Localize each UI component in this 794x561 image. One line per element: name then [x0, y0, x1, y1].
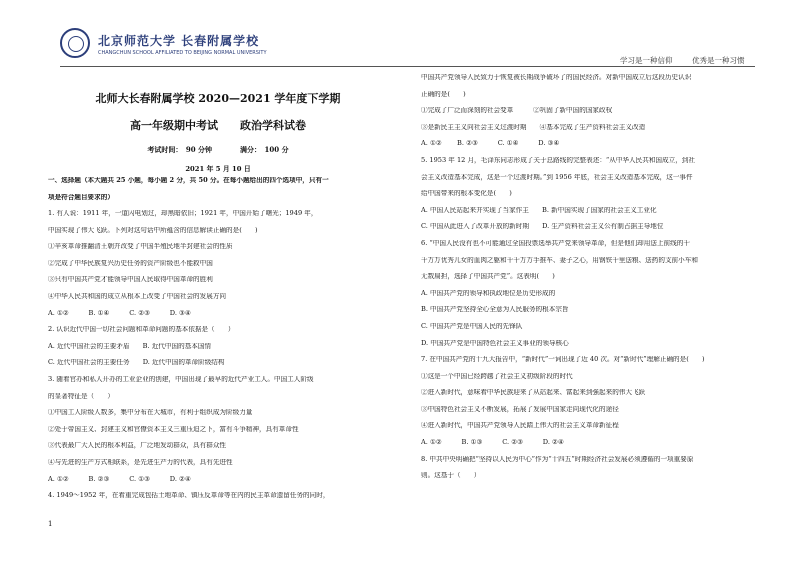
- text-line: D. 中国共产党是中国特色社会主义事业的领导核心: [421, 339, 569, 347]
- text-line: 会主义改造基本完成，这是一个过渡时期。”到 1956 年底，社会主义改造基本完成，这一事件: [421, 173, 693, 181]
- left-column: [48, 74, 388, 509]
- left-question-block: [48, 177, 388, 500]
- text-line: ②进入新时代，意味着中华民族迎来了从站起来、富起来到强起来的伟大飞跃: [421, 389, 646, 397]
- text-line: C. 中国共产党是中国人民的先锋队: [421, 322, 523, 330]
- text-line: ④进入新时代，中国共产党领导人民踏上伟大的社会主义革命新征程: [421, 422, 619, 430]
- page-header: [0, 0, 794, 64]
- text-line: 3. 随着官办和私人开办的工业企业的创建，中国出现了最早的近代产业工人。中国工人阶级: [48, 376, 314, 384]
- text-line: 无数扁担，选择了中国共产党”。这表明( ): [421, 273, 555, 281]
- text-line: 千万万优秀儿女的血肉之躯和千千万万手推车、妻子之心，用钢铁千里送粮、送药的支前小车和: [421, 256, 698, 264]
- exam-title: 北师大长春附属学校 2020—2021 学年度下学期: [95, 92, 341, 105]
- text-line: A. ①② B. ②③ C. ①④ D. ③④: [421, 140, 560, 148]
- text-line: ④与先进的生产方式相联系，是先进生产力的代表，具有先进性: [48, 459, 233, 467]
- motto-right: 优秀是一种习惯: [692, 56, 745, 65]
- text-line: ①完成了广泛而深刻的社会变革 ②巩固了新中国的国家政权: [421, 107, 613, 115]
- text-line: 中国共产党领导人民致力于恢复被长期战争破坏了的国民经济。对新中国成立后这段历史认识: [421, 74, 692, 81]
- text-line: ①这是一个中国已经跨越了社会主义初级阶段的时代: [421, 372, 573, 380]
- text-line: A. 中国人民站起来并实现了当家作主 B. 新中国实现了国家的社会主义工业化: [421, 206, 657, 214]
- text-line: ②处于帝国主义、封建主义和官僚资本主义三重压迫之下，富有斗争精神，具有革命性: [48, 425, 299, 433]
- exam-date: 2021 年 5 月 10 日: [185, 164, 251, 173]
- text-line: C. 中国从此进入了改革开放的新时期 D. 生产资料社会主义公有制占据主导地位: [421, 223, 664, 231]
- page-number: 1: [48, 520, 53, 528]
- text-line: 4. 1949～1952 年，在着重完成包括土地革命、镇压反革命等在内的民主革命遗留任务的同时，: [48, 492, 330, 500]
- text-line: 一、选择题（本大题共 25 小题，每小题 2 分，共 50 分。在每小题给出的四个选项中，只有一: [48, 176, 329, 184]
- text-line: ④中华人民共和国的成立从根本上改变了中国社会的发展方向: [48, 293, 227, 301]
- text-line: 6. “中国人民没有也不可能通过全国投票选举共产党来领导革命，但是他们却用送上前线的千: [421, 239, 690, 247]
- text-line: ①辛亥革命推翻清王朝并改变了中国半殖民地半封建社会的性质: [48, 243, 233, 251]
- text-line: B. 中国共产党坚持全心全意为人民服务的根本宗旨: [421, 306, 569, 314]
- exam-info: 考试时间： 90 分钟 满分： 100 分: [147, 146, 289, 155]
- text-line: 中国实现了伟大飞跃。下列对这句话中所蕴含的信息解读正确的是( ): [48, 226, 258, 234]
- right-column: [421, 74, 761, 489]
- text-line: A. ①② B. ①③ C. ②③ D. ②④: [421, 439, 564, 447]
- text-line: 正确的是( ): [421, 90, 466, 98]
- right-question-block: [421, 74, 761, 480]
- text-line: 的显著特征是（ ）: [48, 392, 114, 400]
- exam-subtitle: 高一年级期中考试 政治学科试卷: [130, 119, 306, 133]
- text-line: 给中国带来的根本变化是( ): [421, 190, 512, 198]
- school-brand-en: CHANGCHUN SCHOOL AFFILIATED TO BEIJING NORMAL UNIVERSITY: [98, 50, 267, 56]
- text-line: ③代表最广大人民的根本利益，广泛地发动群众，具有群众性: [48, 442, 227, 450]
- text-line: 1. 有人说：1911 年，一道闪电划过，却黑暗依旧；1921 年，中国开始了曙光；1949 年，: [48, 210, 318, 218]
- text-line: 5. 1953 年 12 月，毛泽东同志形成了关于总路线的完整表述：“从中华人民共和国成立，到社: [421, 156, 695, 164]
- text-line: C. 近代中国社会的主要任务 D. 近代中国的革命阶级结构: [48, 359, 225, 367]
- text-line: 则。这基于（ ）: [421, 472, 481, 480]
- motto-left: 学习是一种信仰: [620, 56, 673, 65]
- text-line: 2. 认识近代中国一切社会问题和革命问题的基本依据是（ ）: [48, 326, 235, 334]
- text-line: 项是符合题目要求的）: [48, 193, 114, 201]
- text-line: 7. 在中国共产党的十九大报告中，“新时代”一词出现了近 40 次。对“新时代”理解正确的是( ): [421, 356, 705, 364]
- text-line: ③是新民主主义向社会主义过渡时期 ④基本完成了生产资料社会主义改造: [421, 123, 646, 131]
- text-line: ③只有中国共产党才能领导中国人民取得中国革命的胜利: [48, 276, 213, 284]
- text-line: A. 近代中国社会的主要矛盾 B. 近代中国的基本国情: [48, 342, 212, 350]
- text-line: ②完成了中华民族复兴历史任务的资产阶级也不能救中国: [48, 259, 213, 267]
- header-divider: [60, 66, 755, 67]
- text-line: A. 中国共产党的领导和执政地位是历史形成的: [421, 289, 556, 297]
- school-brand: 北京师范大学 长春附属学校: [98, 34, 260, 48]
- text-line: A. ①② B. ②③ C. ①③ D. ②④: [48, 475, 191, 483]
- text-line: 8. 中共中央明确把“坚持以人民为中心”作为“十四五”时期经济社会发展必须遵循的一项重要原: [421, 455, 694, 463]
- school-seal-icon: [60, 28, 90, 58]
- text-line: ①中国工人阶级人数多，集中分布在大城市，有利于组织成为阶级力量: [48, 409, 253, 417]
- text-line: A. ①② B. ①④ C. ②③ D. ③④: [48, 309, 191, 317]
- text-line: ③中国特色社会主义不断发展，拓展了发展中国家走向现代化的途径: [421, 405, 619, 413]
